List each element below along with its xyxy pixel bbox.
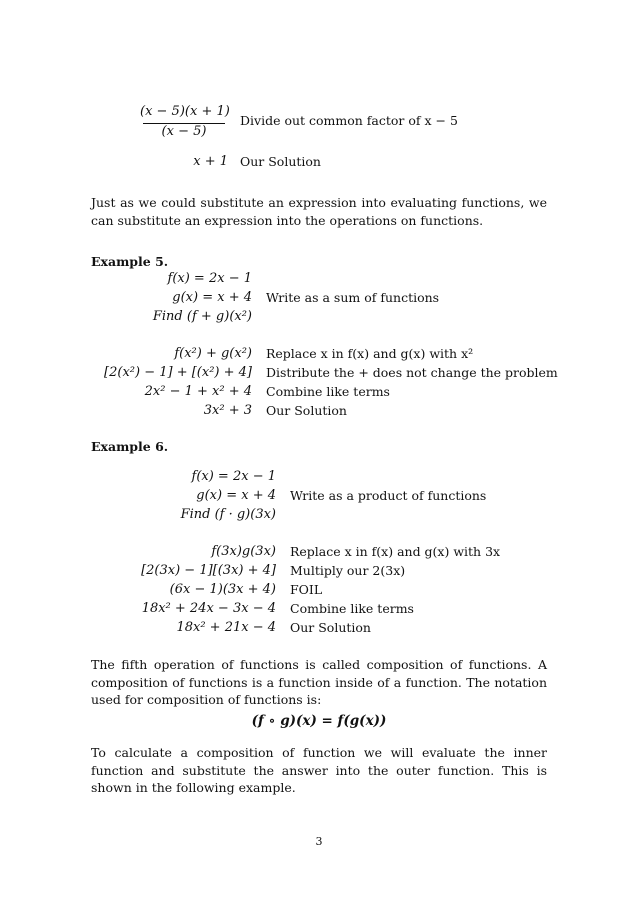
- step-note: Combine like terms: [290, 601, 414, 616]
- equation-lhs: Find (f + g)(x²): [152, 309, 252, 324]
- step-note: Combine like terms: [266, 384, 390, 399]
- equation-lhs: f(3x)g(3x): [211, 544, 276, 559]
- step-note: Our Solution: [290, 620, 371, 635]
- equation-lhs: 2x² − 1 + x² + 4: [144, 384, 252, 399]
- equation-lhs: f(x) = 2x − 1: [167, 271, 252, 286]
- paragraph: Just as we could substitute an expression into evaluating functions, we can substitute an expression into the operations on functions.: [91, 195, 547, 228]
- example-heading: Example 5.: [91, 254, 169, 269]
- equation-lhs: [2(3x) − 1][(3x) + 4]: [141, 563, 276, 578]
- step-note: Write as a sum of functions: [266, 290, 440, 305]
- example-heading: Example 6.: [91, 439, 169, 454]
- page-number: 3: [315, 835, 323, 848]
- step-note: Distribute the + does not change the problem: [266, 365, 558, 380]
- equation-lhs: 18x² + 21x − 4: [176, 620, 276, 635]
- step-note: FOIL: [290, 582, 323, 597]
- step-note: Multiply our 2(3x): [290, 563, 406, 578]
- paragraph: The fifth operation of functions is called composition of functions. A composition of functions is a function inside of a function. The notation used for composition of functions is:: [91, 657, 547, 707]
- equation-lhs: f(x²) + g(x²): [174, 346, 252, 361]
- step-note: Divide out common factor of x − 5: [240, 113, 458, 128]
- equation-lhs: Find (f · g)(3x): [180, 507, 276, 522]
- result-expression: x + 1: [193, 154, 228, 169]
- equation-lhs: f(x) = 2x − 1: [191, 469, 276, 484]
- step-note: Our Solution: [266, 403, 347, 418]
- composition-formula: (f ∘ g)(x) = f(g(x)): [251, 713, 387, 729]
- step-note: Replace x in f(x) and g(x) with x²: [266, 346, 474, 361]
- equation-lhs: g(x) = x + 4: [196, 488, 276, 503]
- equation-lhs: g(x) = x + 4: [172, 290, 252, 305]
- equation-lhs: 3x² + 3: [203, 403, 252, 418]
- step-note: Write as a product of functions: [290, 488, 487, 503]
- fraction-denominator: (x − 5): [161, 124, 207, 139]
- step-note: Our Solution: [240, 154, 321, 169]
- step-note: Replace x in f(x) and g(x) with 3x: [290, 544, 501, 559]
- fraction-numerator: (x − 5)(x + 1): [140, 104, 230, 119]
- equation-lhs: [2(x²) − 1] + [(x²) + 4]: [104, 365, 252, 380]
- equation-lhs: (6x − 1)(3x + 4): [169, 582, 276, 597]
- equation-lhs: 18x² + 24x − 3x − 4: [141, 601, 276, 616]
- paragraph: To calculate a composition of function we will evaluate the inner function and substitute the answer into the outer function. This is shown in the following example.: [91, 745, 547, 795]
